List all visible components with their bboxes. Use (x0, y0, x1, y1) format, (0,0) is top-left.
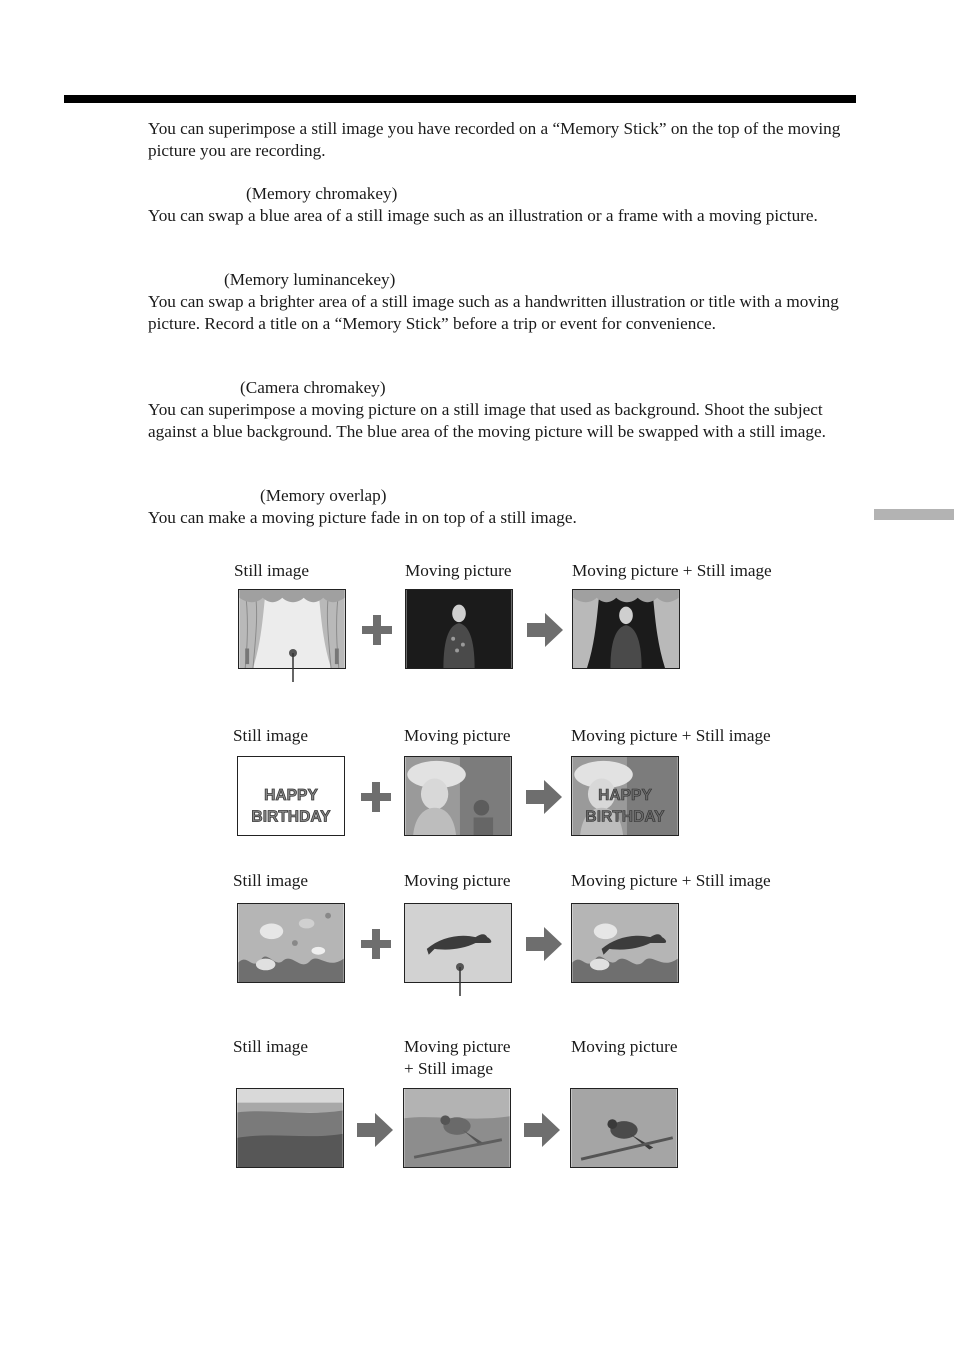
row4-result-label: Moving picture (571, 1037, 678, 1056)
intro-paragraph: You can superimpose a still image you have recorded on a “Memory Stick” on the top of the moving picture you are recording. (148, 119, 841, 160)
row2-result-image (571, 756, 679, 836)
arrow-right-icon (526, 927, 562, 961)
birthday-text: BIRTHDAY (251, 808, 331, 826)
result-birthday-text: BIRTHDAY (585, 808, 665, 826)
heading-memory-overlap: (Memory overlap) (260, 486, 387, 505)
body-memory-luminancekey: You can swap a brighter area of a still image such as a handwritten illustration or title with a moving picture. Record a title on a “Memory Stick” before a trip or event for convenience. (148, 292, 839, 333)
row3-result-label: Moving picture + Still image (571, 871, 771, 890)
row1-still-label: Still image (234, 561, 309, 580)
arrow-right-icon (526, 780, 562, 814)
arrow-right-icon (357, 1113, 393, 1147)
row4-result-image-bird (570, 1088, 678, 1168)
leader-line-icon (288, 648, 298, 682)
row4-middle-label-line1: Moving picture (404, 1037, 511, 1056)
row1-result-image (572, 589, 680, 669)
heading-memory-luminancekey: (Memory luminancekey) (224, 270, 396, 289)
happy-text: HAPPY (264, 786, 318, 804)
row3-result-image (571, 903, 679, 983)
heading-memory-chromakey: (Memory chromakey) (246, 184, 398, 203)
section-rule (64, 95, 856, 103)
heading-camera-chromakey: (Camera chromakey) (240, 378, 386, 397)
row1-moving-image-woman (405, 589, 513, 669)
row1-result-label: Moving picture + Still image (572, 561, 772, 580)
row3-still-label: Still image (233, 871, 308, 890)
row4-still-label: Still image (233, 1037, 308, 1056)
chapter-side-tab (874, 509, 954, 520)
arrow-right-icon (527, 613, 563, 647)
plus-icon (362, 615, 392, 645)
row2-still-label: Still image (233, 726, 308, 745)
row3-moving-label: Moving picture (404, 871, 511, 890)
leader-line-icon (455, 962, 465, 996)
body-memory-chromakey: You can swap a blue area of a still image such as an illustration or a frame with a moving picture. (148, 206, 818, 225)
plus-icon (361, 782, 391, 812)
row4-still-image-landscape (236, 1088, 344, 1168)
row2-still-image-title (237, 756, 345, 836)
row4-middle-image-fade (403, 1088, 511, 1168)
row3-still-image-sea (237, 903, 345, 983)
body-camera-chromakey: You can superimpose a moving picture on a still image that used as background. Shoot the subject against a blue background. The blue area of the moving picture will be swapped with a still image. (148, 400, 826, 441)
plus-icon (361, 929, 391, 959)
row1-moving-label: Moving picture (405, 561, 512, 580)
body-memory-overlap: You can make a moving picture fade in on top of a still image. (148, 508, 577, 527)
arrow-right-icon (524, 1113, 560, 1147)
result-happy-text: HAPPY (598, 786, 652, 804)
row2-moving-label: Moving picture (404, 726, 511, 745)
row2-moving-image-girl (404, 756, 512, 836)
row2-result-label: Moving picture + Still image (571, 726, 771, 745)
row4-middle-label-line2: + Still image (404, 1059, 493, 1078)
